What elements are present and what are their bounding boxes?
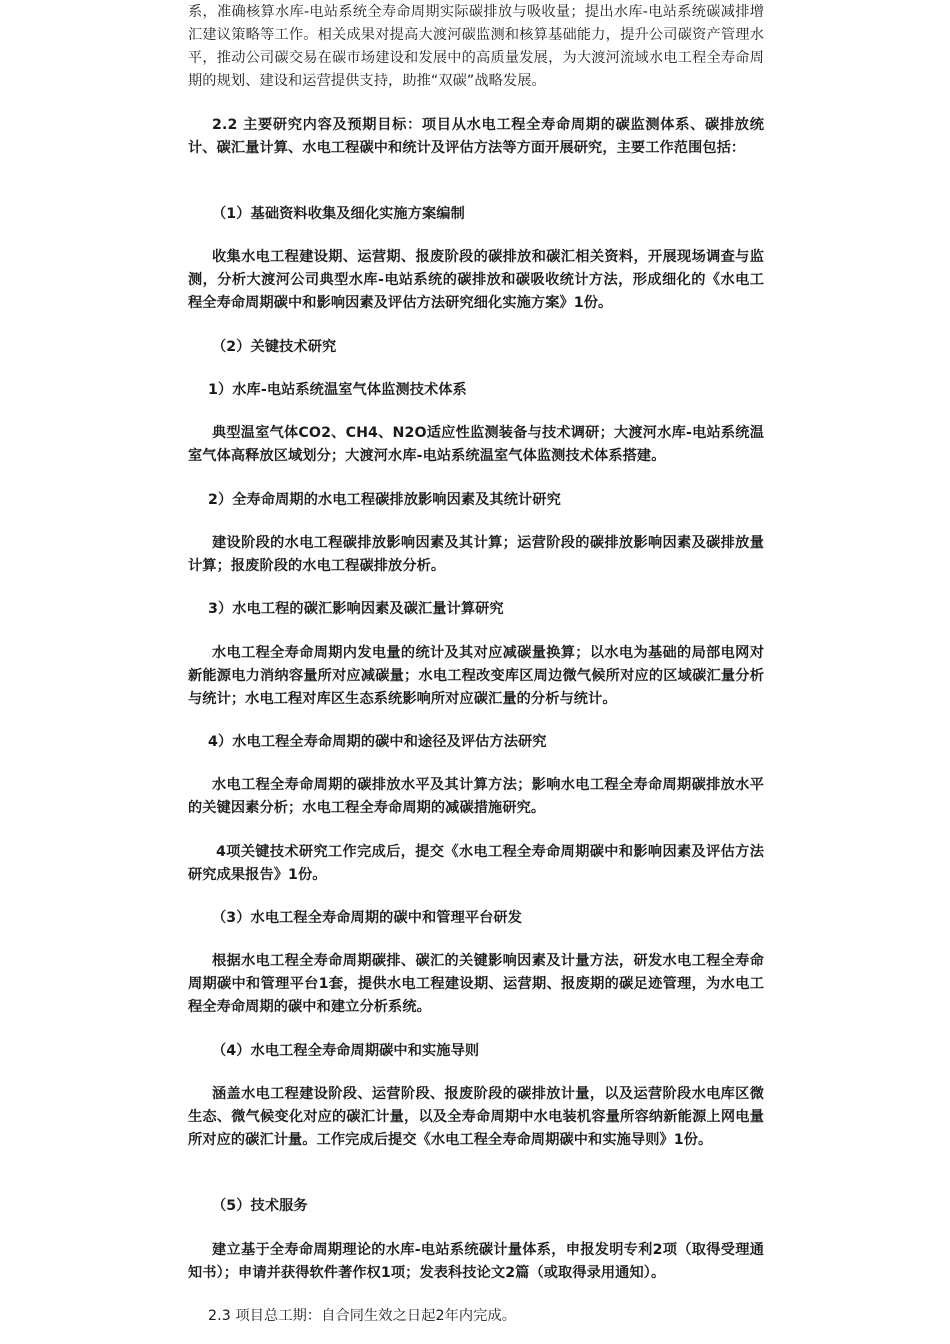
section-2-2-paragraph: 2.2 主要研究内容及预期目标：项目从水电工程全寿命周期的碳监测体系、碳排放统计、碳汇量计算、水电工程碳中和统计及评估方法等方面开展研究，主要工作范围包括：: [188, 117, 764, 156]
paragraph-2-1-monitoring: 典型温室气体CO2、CH4、N2O适应性监测装备与技术调研；大渡河水库-电站系统温室气体高释放区域划分；大渡河水库-电站系统温室气体监测技术体系搭建。: [188, 425, 764, 464]
paragraph-2-4-neutrality: 水电工程全寿命周期的碳排放水平及其计算方法；影响水电工程全寿命周期碳排放水平的关键因素分析；水电工程全寿命周期的减碳措施研究。: [188, 777, 764, 816]
document-page: [188, 0, 764, 1344]
subheading-2-2-emission: 2）全寿命周期的水电工程碳排放影响因素及其统计研究: [208, 492, 561, 508]
intro-paragraph-continuation: 系，准确核算水库-电站系统全寿命周期实际碳排放与吸收量；提出水库-电站系统碳减排增汇建议策略等工作。相关成果对提高大渡河碳监测和核算基础能力，提升公司碳资产管理水平，推动公司碳交易在碳市场建设和发展中的高质量发展，为大渡河流域水电工程全寿命周期的规划、建设和运营提供支持，助推“双碳”战略发展。: [188, 4, 764, 89]
paragraph-3-platform: 根据水电工程全寿命周期碳排、碳汇的关键影响因素及计量方法，研发水电工程全寿命周期碳中和管理平台1套，提供水电工程建设期、运营期、报废期的碳足迹管理，为水电工程全寿命周期的碳中和建立分析系统。: [188, 953, 764, 1015]
heading-3-platform: （3）水电工程全寿命周期的碳中和管理平台研发: [212, 910, 523, 926]
heading-2-key-tech: （2）关键技术研究: [212, 339, 337, 355]
paragraph-1-basic-data: 收集水电工程建设期、运营期、报废阶段的碳排放和碳汇相关资料，开展现场调查与监测，分析大渡河公司典型水库-电站系统的碳排放和碳吸收统计方法，形成细化的《水电工程全寿命周期碳中和影响因素及评估方法研究细化实施方案》1份。: [188, 249, 764, 311]
paragraph-4-guideline: 涵盖水电工程建设阶段、运营阶段、报废阶段的碳排放计量，以及运营阶段水电库区微生态、微气候变化对应的碳汇计量，以及全寿命周期中水电装机容量所容纳新能源上网电量所对应的碳汇计量。工作完成后提交《水电工程全寿命周期碳中和实施导则》1份。: [188, 1086, 764, 1148]
subheading-2-4-neutrality: 4）水电工程全寿命周期的碳中和途径及评估方法研究: [208, 734, 547, 750]
heading-5-tech-service: （5）技术服务: [212, 1198, 308, 1214]
heading-4-guideline: （4）水电工程全寿命周期碳中和实施导则: [212, 1043, 480, 1059]
paragraph-5-tech-service: 建立基于全寿命周期理论的水库-电站系统碳计量体系，申报发明专利2项（取得受理通知书）；申请并获得软件著作权1项；发表科技论文2篇（或取得录用通知）。: [188, 1242, 764, 1281]
subheading-2-3-sink: 3）水电工程的碳汇影响因素及碳汇量计算研究: [208, 601, 504, 617]
paragraph-2-2-emission: 建设阶段的水电工程碳排放影响因素及其计算；运营阶段的碳排放影响因素及碳排放量计算；报废阶段的水电工程碳排放分析。: [188, 535, 764, 574]
paragraph-2-5-report: 4项关键技术研究工作完成后，提交《水电工程全寿命周期碳中和影响因素及评估方法研究成果报告》1份。: [188, 844, 764, 883]
heading-1-basic-data: （1）基础资料收集及细化实施方案编制: [212, 206, 465, 222]
paragraph-2-3-sink: 水电工程全寿命周期内发电量的统计及其对应减碳量换算；以水电为基础的局部电网对新能源电力消纳容量所对应减碳量；水电工程改变库区周边微气候所对应的区域碳汇量分析与统计；水电工程对库区生态系统影响所对应碳汇量的分析与统计。: [188, 645, 764, 707]
subheading-2-1-monitoring: 1）水库-电站系统温室气体监测技术体系: [208, 382, 467, 398]
section-2-3-duration: 2.3 项目总工期：自合同生效之日起2年内完成。: [208, 1308, 517, 1324]
